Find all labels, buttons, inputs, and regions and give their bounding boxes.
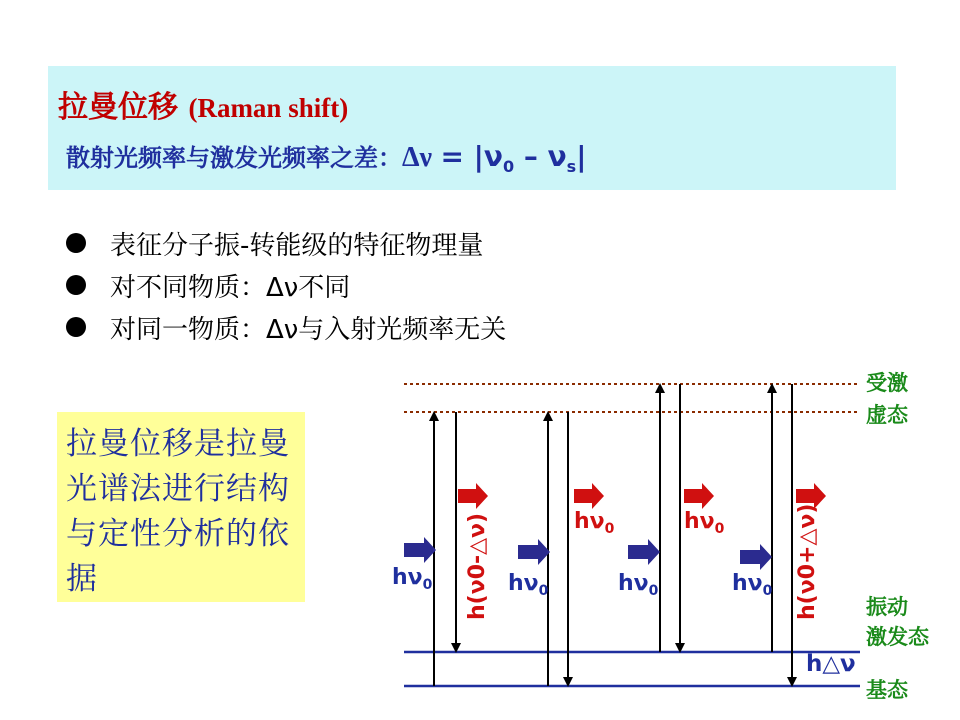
photon-nu: ν	[633, 571, 649, 596]
title-en: (Raman shift)	[188, 93, 349, 123]
incident-photon-arrow-icon	[404, 537, 436, 563]
level-label-virtual-1: 受激	[866, 371, 908, 395]
svg-text:hν0	[732, 571, 773, 599]
formula-end: |	[576, 140, 587, 173]
photon-nu: ν	[699, 509, 715, 534]
formula-eq: = |ν	[440, 140, 503, 173]
svg-text:hν0	[508, 571, 549, 599]
photon-sub: 0	[762, 583, 773, 599]
photon-h: h	[508, 571, 524, 596]
photon-h: h	[618, 571, 634, 596]
svg-text:hν0	[684, 509, 725, 537]
bullet-text: 表征分子振-转能级的特征物理量	[110, 230, 484, 261]
incident-photon-arrow-icon	[628, 539, 660, 565]
bullet-text: 对同一物质：Δν与入射光频率无关	[110, 314, 507, 345]
photon-h: h	[684, 509, 700, 534]
photon-nu: ν	[407, 565, 423, 590]
svg-text:hν0	[392, 565, 433, 593]
svg-text:hν0	[574, 509, 615, 537]
rayleigh-label	[684, 509, 725, 537]
formula-sub0: 0	[502, 156, 515, 176]
stokes-label: h(ν0-△ν)	[465, 512, 490, 620]
photon-label	[732, 571, 773, 599]
rayleigh-label	[574, 509, 615, 537]
formula-minus: – ν	[514, 140, 567, 173]
incident-photon-arrow-icon	[518, 539, 550, 565]
photon-sub: 0	[604, 521, 615, 537]
photon-sub: 0	[714, 521, 725, 537]
formula-subs: s	[566, 156, 577, 176]
svg-text:hν0	[618, 571, 659, 599]
bullet-text: 对不同物质：Δν不同	[110, 272, 351, 303]
scattered-photon-arrow-icon	[574, 483, 604, 509]
photon-nu: ν	[523, 571, 539, 596]
photon-h: h	[392, 565, 408, 590]
definition-text: 散射光频率与激发光频率之差：	[66, 144, 402, 172]
photon-sub: 0	[422, 577, 433, 593]
incident-photon-arrow-icon	[740, 544, 772, 570]
title-zh: 拉曼位移	[58, 90, 178, 125]
level-label-vib-2: 激发态	[866, 625, 929, 649]
photon-label	[508, 571, 549, 599]
note-text: 拉曼位移是拉曼光谱法进行结构与定性分析的依据	[66, 426, 290, 597]
scattered-photon-arrow-icon	[684, 483, 714, 509]
photon-nu: ν	[747, 571, 763, 596]
delta-nu-label: h△ν	[806, 651, 856, 677]
photon-sub: 0	[648, 583, 659, 599]
scattered-photon-arrow-icon	[458, 483, 488, 509]
photon-nu: ν	[589, 509, 605, 534]
photon-h: h	[732, 571, 748, 596]
formula-delta: Δν	[402, 142, 433, 173]
photon-sub: 0	[538, 583, 549, 599]
level-label-vib-1: 振动	[866, 595, 908, 619]
photon-h: h	[574, 509, 590, 534]
level-label-virtual-2: 虚态	[866, 403, 908, 427]
photon-label	[392, 565, 433, 593]
level-label-ground: 基态	[866, 678, 908, 702]
photon-label	[618, 571, 659, 599]
antistokes-label: h(ν0+△ν)	[795, 503, 820, 620]
